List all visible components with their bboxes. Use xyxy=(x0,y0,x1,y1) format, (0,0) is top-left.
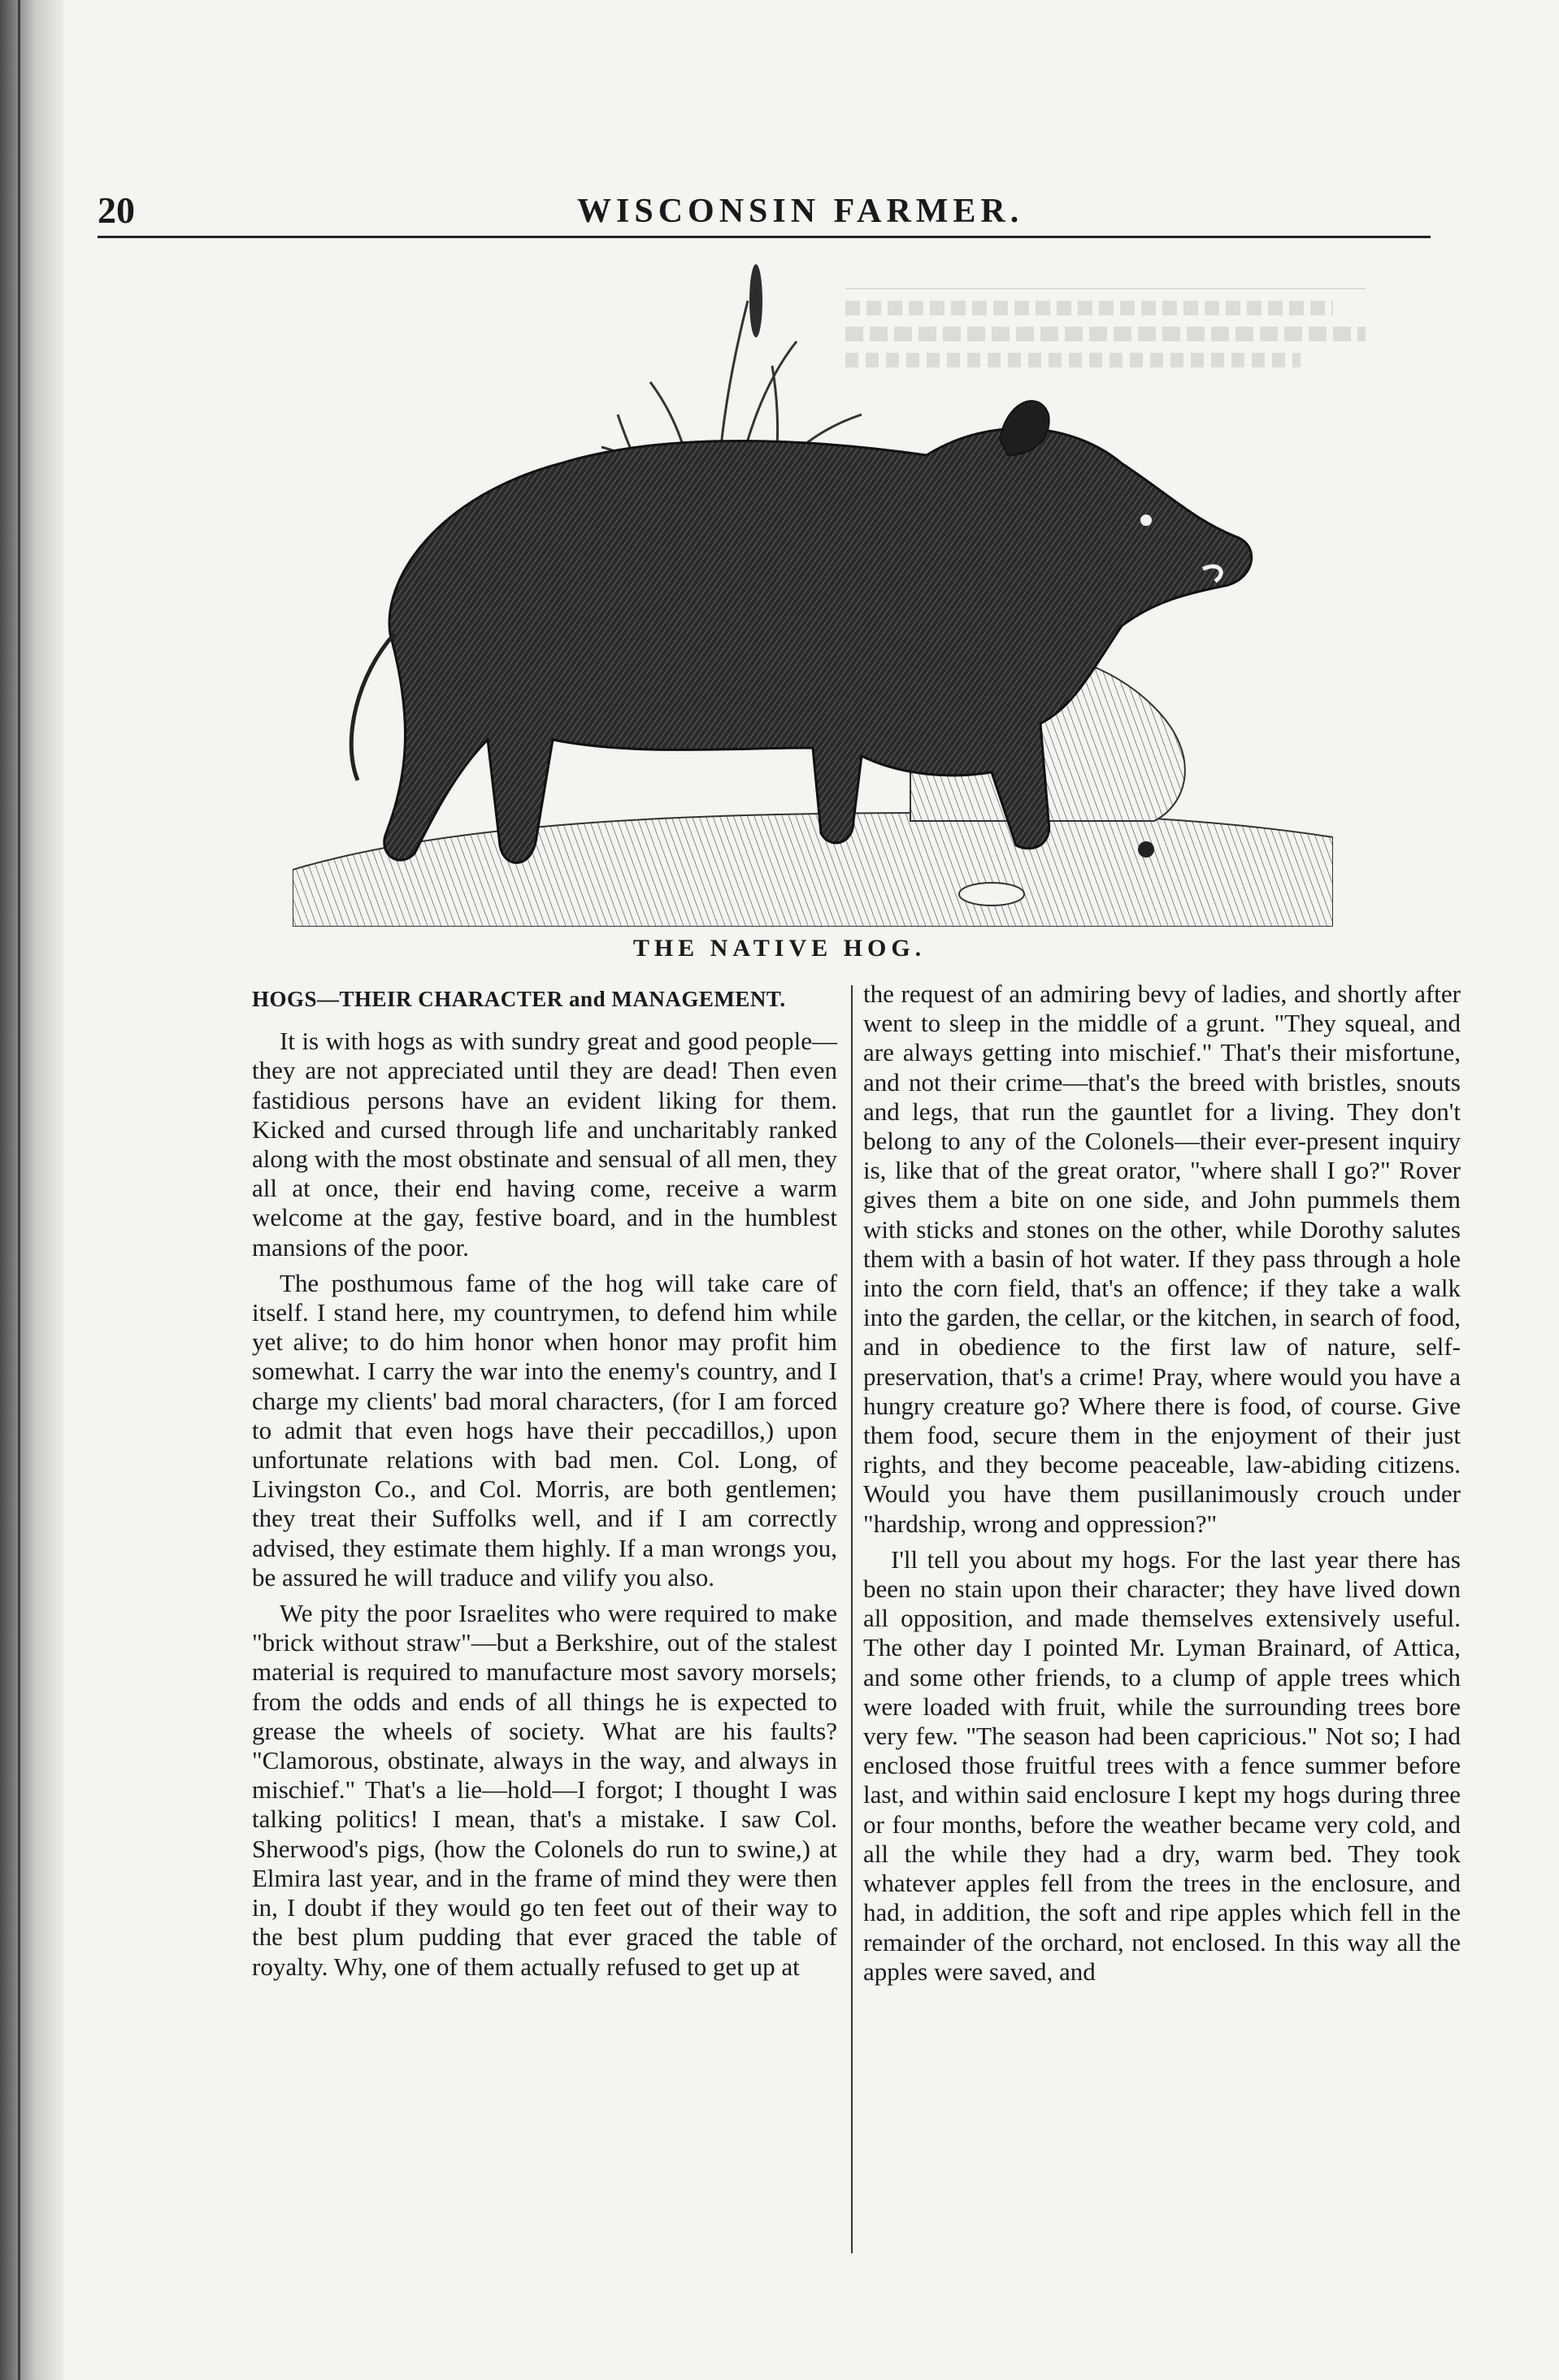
article-paragraph: We pity the poor Israelites who were required to make "brick without straw"—but a Berkshire, out of the stalest material is required to manufacture most savory morsels; from the odds and ends of all things he is expected to grease the wheels of society. What are his faults? "Clamorous, obstinate, always in the way, and always in mischief." That's a lie—hold—I forgot; I thought I was talking politics! I mean, that's a mistake. I saw Col. Sherwood's pigs, (how the Colonels do run to swine,) at Elmira last year, and in the frame of mind they were then in, I doubt if they would go ten feet out of their way to the best plum pudding that ever graced the table of royalty. Why, one of them actually refused to get up at xyxy=(252,1599,837,1981)
book-binding-edge xyxy=(0,0,63,2380)
hog-eye xyxy=(1140,515,1152,526)
stone xyxy=(959,883,1024,906)
article-paragraph: I'll tell you about my hogs. For the last year there has been no stain upon their character; they have lived down all opposition, and made themselves extensively useful. The other day I pointed Mr. Lyman Brainard, of Attica, and some other friends, to a clump of apple trees which were loaded with fruit, while the surrounding trees bore very few. "The season had been capricious." Not so; I had enclosed those fruitful trees with a fence summer before last, and within said enclosure I kept my hogs during three or four months, before the weather became very cold, and all the while they had a dry, warm bed. They took whatever apples fell from the trees in the enclosure, and had, in addition, the soft and ripe apples which fell in the remainder of the orchard, not enclosed. In this way all the apples were saved, and xyxy=(863,1544,1461,1986)
reed-head xyxy=(749,264,762,337)
column-rule xyxy=(851,985,853,2253)
hog-tail xyxy=(351,634,394,780)
article-paragraph: the request of an admiring bevy of ladies, and shortly after went to sleep in the middle of a grunt. "They squeal, and are always getting into mischief." That's their misfortune, and not their crime—that's the breed with bristles, snouts and legs, that run the gauntlet for a living. They don't belong to any of the Colonels—their ever-present inquiry is, like that of the great orator, "where shall I go?" Rover gives them a bite on one side, and John pummels them with sticks and stones on the other, while Dorothy salutes them with a basin of hot water. If they pass through a hole into the corn field, that's an offence; if they take a walk into the garden, the cellar, or the kitchen, in search of food, and in obedience to the first law of nature, self-preservation, that's a crime! Pray, where would you have a hungry creature go? Where there is food, of course. Give them food, secure them in the enjoyment of their just rights, and they become peaceable, law-abiding citizens. Would you have them pusillanimously crouch under "hardship, wrong and oppression?" xyxy=(863,979,1461,1538)
page-number: 20 xyxy=(98,189,135,231)
header-rule xyxy=(98,236,1431,238)
binding-shadow-line xyxy=(18,0,20,2380)
stone xyxy=(1138,841,1154,858)
article-column-right xyxy=(863,979,1461,1993)
journal-title: WISCONSIN FARMER. xyxy=(577,193,1024,230)
hog-engraving-icon xyxy=(293,252,1333,927)
hog-engraving-figure xyxy=(293,252,1333,943)
figure-caption: THE NATIVE HOG. xyxy=(632,935,927,962)
article-paragraph: It is with hogs as with sundry great and good people—they are not appreciated until they are dead! Then even fastidious persons have an evident liking for them. Kicked and cursed through life and uncharitably ranked along with the most obstinate and sensual of all men, they all at once, their end having come, receive a warm welcome at the gay, festive board, and in the humblest mansions of the poor. xyxy=(252,1027,837,1262)
article-paragraph: The posthumous fame of the hog will take care of itself. I stand here, my countrymen, to defend him while yet alive; to do him honor when honor may profit him somewhat. I carry the war into the enemy's country, and I charge my clients' bad moral characters, (for I am forced to admit that even hogs have their peccadillos,) upon unfortunate relations with bad men. Col. Long, of Livingston Co., and Col. Morris, are both gentlemen; they treat their Suffolks well, and if I am correctly advised, they estimate them highly. If a man wrongs you, be assured he will traduce and vilify you also. xyxy=(252,1268,837,1592)
running-head xyxy=(98,189,1431,237)
article-heading: HOGS—THEIR CHARACTER and MANAGEMENT. xyxy=(252,987,786,1011)
article-column-left xyxy=(252,979,837,1988)
ground xyxy=(293,813,1333,927)
